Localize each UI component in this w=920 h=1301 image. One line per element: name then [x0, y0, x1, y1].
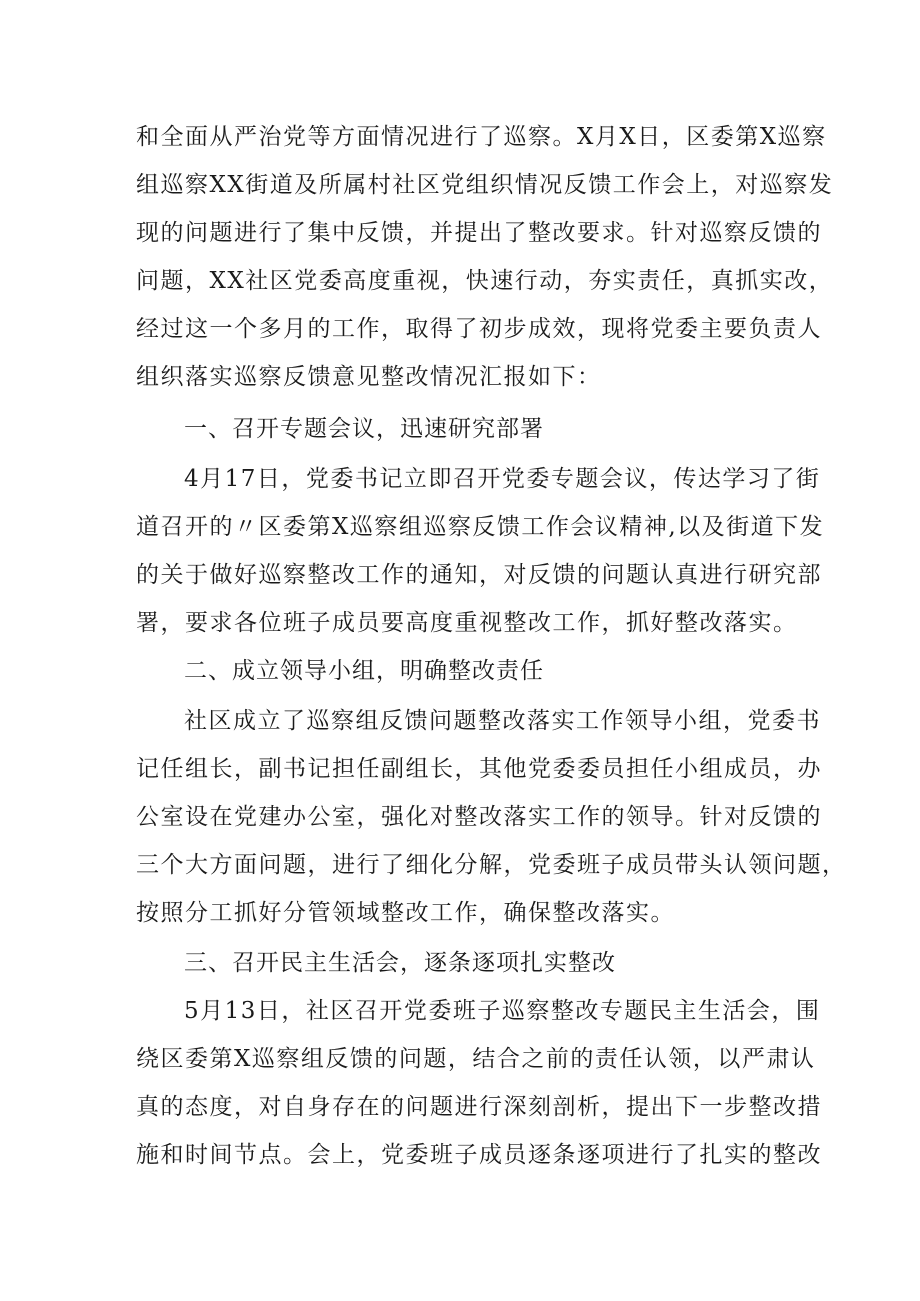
- paragraph-line: 按照分工抓好分管领域整改工作，确保整改落实。: [136, 900, 675, 926]
- paragraph-line: 组织落实巡察反馈意见整改情况汇报如下：: [136, 364, 602, 390]
- paragraph-line: 三个大方面问题，进行了细化分解，党委班子成员带头认领问题，: [136, 852, 847, 878]
- paragraph-line: 问题，XX社区党委高度重视，快速行动，夯实责任，真抓实改，: [136, 268, 834, 294]
- paragraph-line: 记任组长，副书记担任副组长，其他党委委员担任小组成员，办: [136, 756, 822, 782]
- paragraph-line: 4月17日，党委书记立即召开党委专题会议，传达学习了街: [184, 466, 821, 492]
- paragraph-line: 现的问题进行了集中反馈，并提出了整改要求。针对巡察反馈的: [136, 220, 822, 246]
- paragraph-line: 道召开的〃区委第X巡察组巡察反馈工作会议精神,以及街道下发: [136, 514, 825, 540]
- section-heading-2: 二、成立领导小组，明确整改责任: [184, 658, 544, 684]
- paragraph-line: 社区成立了巡察组反馈问题整改落实工作领导小组，党委书: [184, 708, 821, 734]
- paragraph-line: 经过这一个多月的工作，取得了初步成效，现将党委主要负责人: [136, 316, 822, 342]
- paragraph-line: 和全面从严治党等方面情况进行了巡察。X月X日，区委第X巡察: [136, 124, 827, 150]
- paragraph-line: 的关于做好巡察整改工作的通知，对反馈的问题认真进行研究部: [136, 562, 822, 588]
- section-heading-3: 三、召开民主生活会，逐条逐项扎实整改: [184, 950, 616, 976]
- paragraph-line: 组巡察XX街道及所属村社区党组织情况反馈工作会上，对巡察发: [136, 172, 834, 198]
- paragraph-line: 公室设在党建办公室，强化对整改落实工作的领导。针对反馈的: [136, 804, 822, 830]
- paragraph-line: 真的态度，对自身存在的问题进行深刻剖析，提出下一步整改措: [136, 1094, 822, 1120]
- paragraph-line: 署，要求各位班子成员要高度重视整改工作，抓好整改落实。: [136, 610, 798, 636]
- paragraph-line: 施和时间节点。会上，党委班子成员逐条逐项进行了扎实的整改: [136, 1142, 822, 1168]
- section-heading-1: 一、召开专题会议，迅速研究部署: [184, 416, 544, 442]
- paragraph-line: 5月13日，社区召开党委班子巡察整改专题民主生活会，围: [184, 998, 821, 1024]
- paragraph-line: 绕区委第X巡察组反馈的问题，结合之前的责任认领，以严肃认: [136, 1046, 816, 1072]
